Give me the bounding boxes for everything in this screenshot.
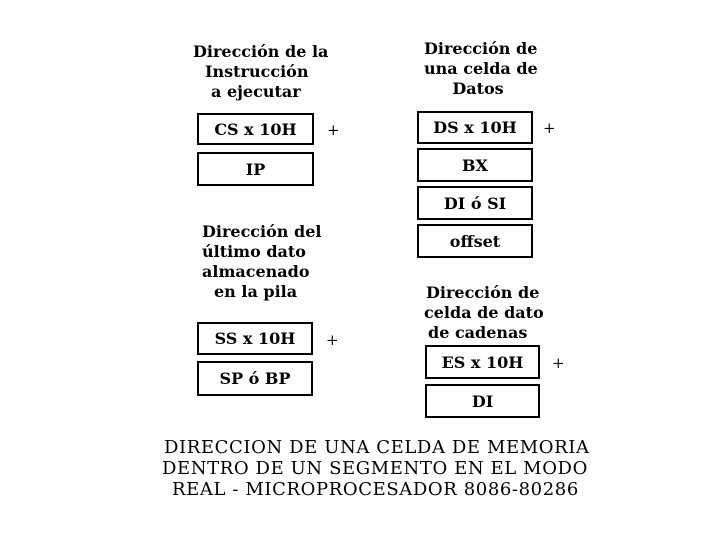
instruction-heading-line: Instrucción — [205, 62, 309, 81]
ip-offset-box: IP — [197, 152, 314, 186]
di-si-register-box: DI ó SI — [417, 186, 533, 220]
instruction-heading-line: a ejecutar — [211, 82, 301, 101]
stack-heading-line: almacenado — [202, 262, 310, 281]
stack-heading-line: último dato — [202, 242, 306, 261]
caption-line: REAL - MICROPROCESADOR 8086-80286 — [172, 479, 579, 500]
stack-heading-line: Dirección del — [202, 222, 322, 241]
instruction-plus-sign: + — [327, 121, 340, 139]
diagram-caption — [150, 437, 590, 500]
cs-segment-box: CS x 10H — [197, 113, 314, 145]
string-cell-heading-line: de cadenas — [428, 323, 528, 342]
ds-segment-box: DS x 10H — [417, 111, 533, 144]
data-cell-heading-line: Dirección de — [424, 39, 538, 58]
stack-heading — [202, 222, 321, 302]
string-cell-heading-line: celda de dato — [424, 303, 544, 322]
string-cell-heading-line: Dirección de — [426, 283, 540, 302]
offset-box: offset — [417, 224, 533, 258]
data-cell-heading-line: una celda de — [424, 59, 538, 78]
stack-plus-sign: + — [326, 331, 339, 349]
string-cell-plus-sign: + — [552, 354, 565, 372]
instruction-heading — [193, 42, 328, 102]
ss-segment-box: SS x 10H — [197, 322, 313, 355]
data-cell-heading-line: Datos — [452, 79, 504, 98]
data-cell-plus-sign: + — [543, 119, 556, 137]
stack-heading-line: en la pila — [214, 282, 298, 301]
sp-bp-register-box: SP ó BP — [197, 361, 313, 396]
bx-register-box: BX — [417, 148, 533, 182]
es-segment-box: ES x 10H — [425, 345, 540, 379]
data-cell-heading — [424, 39, 538, 99]
caption-line: DENTRO DE UN SEGMENTO EN EL MODO — [162, 458, 588, 479]
caption-line: DIRECCION DE UNA CELDA DE MEMORIA — [164, 437, 590, 458]
di-register-box: DI — [425, 384, 540, 418]
instruction-heading-line: Dirección de la — [193, 42, 329, 61]
string-cell-heading — [424, 283, 544, 343]
